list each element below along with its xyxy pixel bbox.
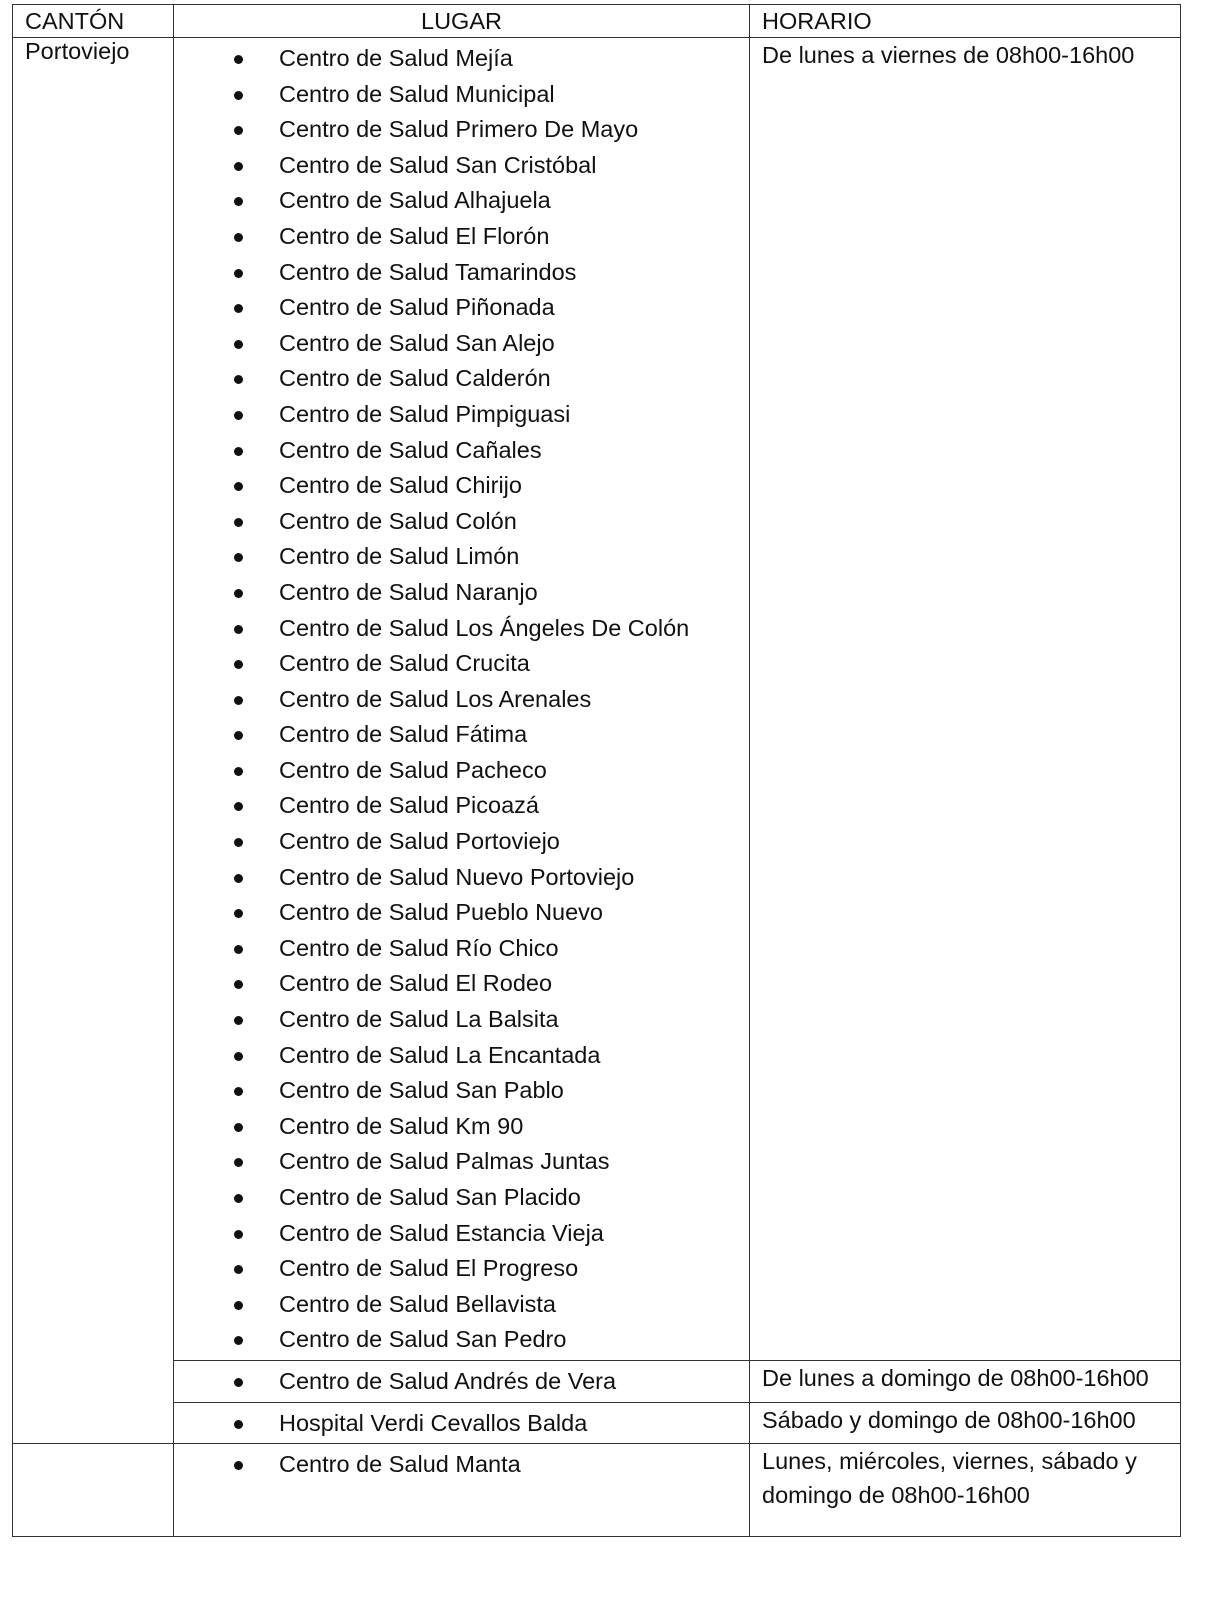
list-item: Centro de Salud Los Arenales [174, 682, 749, 718]
horario-cell: Sábado y domingo de 08h00-16h00 [750, 1402, 1181, 1444]
list-item: Centro de Salud Km 90 [174, 1109, 749, 1145]
list-item: Centro de Salud La Balsita [174, 1002, 749, 1038]
horario-cell: De lunes a viernes de 08h00-16h00 [750, 38, 1181, 1361]
list-item: Centro de Salud Mejía [174, 41, 749, 77]
list-item: Centro de Salud Pimpiguasi [174, 397, 749, 433]
table-row [13, 1402, 1181, 1444]
header-lugar: LUGAR [174, 5, 750, 38]
canton-cell [13, 1444, 174, 1537]
schedule-body [13, 38, 1181, 1537]
list-item: Centro de Salud Fátima [174, 717, 749, 753]
list-item: Centro de Salud Portoviejo [174, 824, 749, 860]
list-item: Centro de Salud Pueblo Nuevo [174, 895, 749, 931]
list-item: Centro de Salud San Pedro [174, 1322, 749, 1358]
header-horario: HORARIO [750, 5, 1181, 38]
list-item: Centro de Salud Bellavista [174, 1287, 749, 1323]
list-item: Centro de Salud Andrés de Vera [174, 1364, 749, 1400]
list-item: Centro de Salud Calderón [174, 361, 749, 397]
list-item: Centro de Salud Los Ángeles De Colón [174, 611, 749, 647]
list-item: Centro de Salud Chirijo [174, 468, 749, 504]
list-item: Centro de Salud Alhajuela [174, 183, 749, 219]
places-list [174, 1403, 749, 1444]
list-item: Centro de Salud La Encantada [174, 1038, 749, 1074]
list-item: Centro de Salud Primero De Mayo [174, 112, 749, 148]
table-row [13, 1360, 1181, 1402]
canton-cell: Portoviejo [13, 38, 174, 1444]
list-item: Centro de Salud Piñonada [174, 290, 749, 326]
table-row [13, 38, 1181, 1361]
lugar-cell [174, 1360, 750, 1402]
list-item: Centro de Salud Picoazá [174, 788, 749, 824]
header-row [13, 5, 1181, 38]
lugar-cell [174, 1444, 750, 1537]
list-item: Centro de Salud San Cristóbal [174, 148, 749, 184]
list-item: Centro de Salud Limón [174, 539, 749, 575]
places-list [174, 1361, 749, 1402]
header-canton: CANTÓN [13, 5, 174, 38]
list-item: Centro de Salud Manta [174, 1447, 749, 1483]
horario-cell: Lunes, miércoles, viernes, sábado y domingo de 08h00-16h00 [750, 1444, 1181, 1537]
lugar-cell [174, 1402, 750, 1444]
list-item: Centro de Salud San Pablo [174, 1073, 749, 1109]
places-list [174, 38, 749, 1360]
list-item: Centro de Salud Palmas Juntas [174, 1144, 749, 1180]
schedule-table [12, 4, 1181, 1537]
list-item: Centro de Salud Tamarindos [174, 255, 749, 291]
list-item: Centro de Salud Nuevo Portoviejo [174, 860, 749, 896]
lugar-cell [174, 38, 750, 1361]
list-item: Centro de Salud Naranjo [174, 575, 749, 611]
list-item: Centro de Salud San Placido [174, 1180, 749, 1216]
list-item: Centro de Salud El Rodeo [174, 966, 749, 1002]
list-item: Centro de Salud Colón [174, 504, 749, 540]
list-item: Centro de Salud San Alejo [174, 326, 749, 362]
list-item: Centro de Salud El Progreso [174, 1251, 749, 1287]
list-item: Centro de Salud El Florón [174, 219, 749, 255]
list-item: Hospital Verdi Cevallos Balda [174, 1406, 749, 1442]
places-list [174, 1444, 749, 1485]
list-item: Centro de Salud Río Chico [174, 931, 749, 967]
list-item: Centro de Salud Estancia Vieja [174, 1216, 749, 1252]
list-item: Centro de Salud Crucita [174, 646, 749, 682]
list-item: Centro de Salud Municipal [174, 77, 749, 113]
horario-cell: De lunes a domingo de 08h00-16h00 [750, 1360, 1181, 1402]
list-item: Centro de Salud Pacheco [174, 753, 749, 789]
list-item: Centro de Salud Cañales [174, 433, 749, 469]
table-row [13, 1444, 1181, 1537]
